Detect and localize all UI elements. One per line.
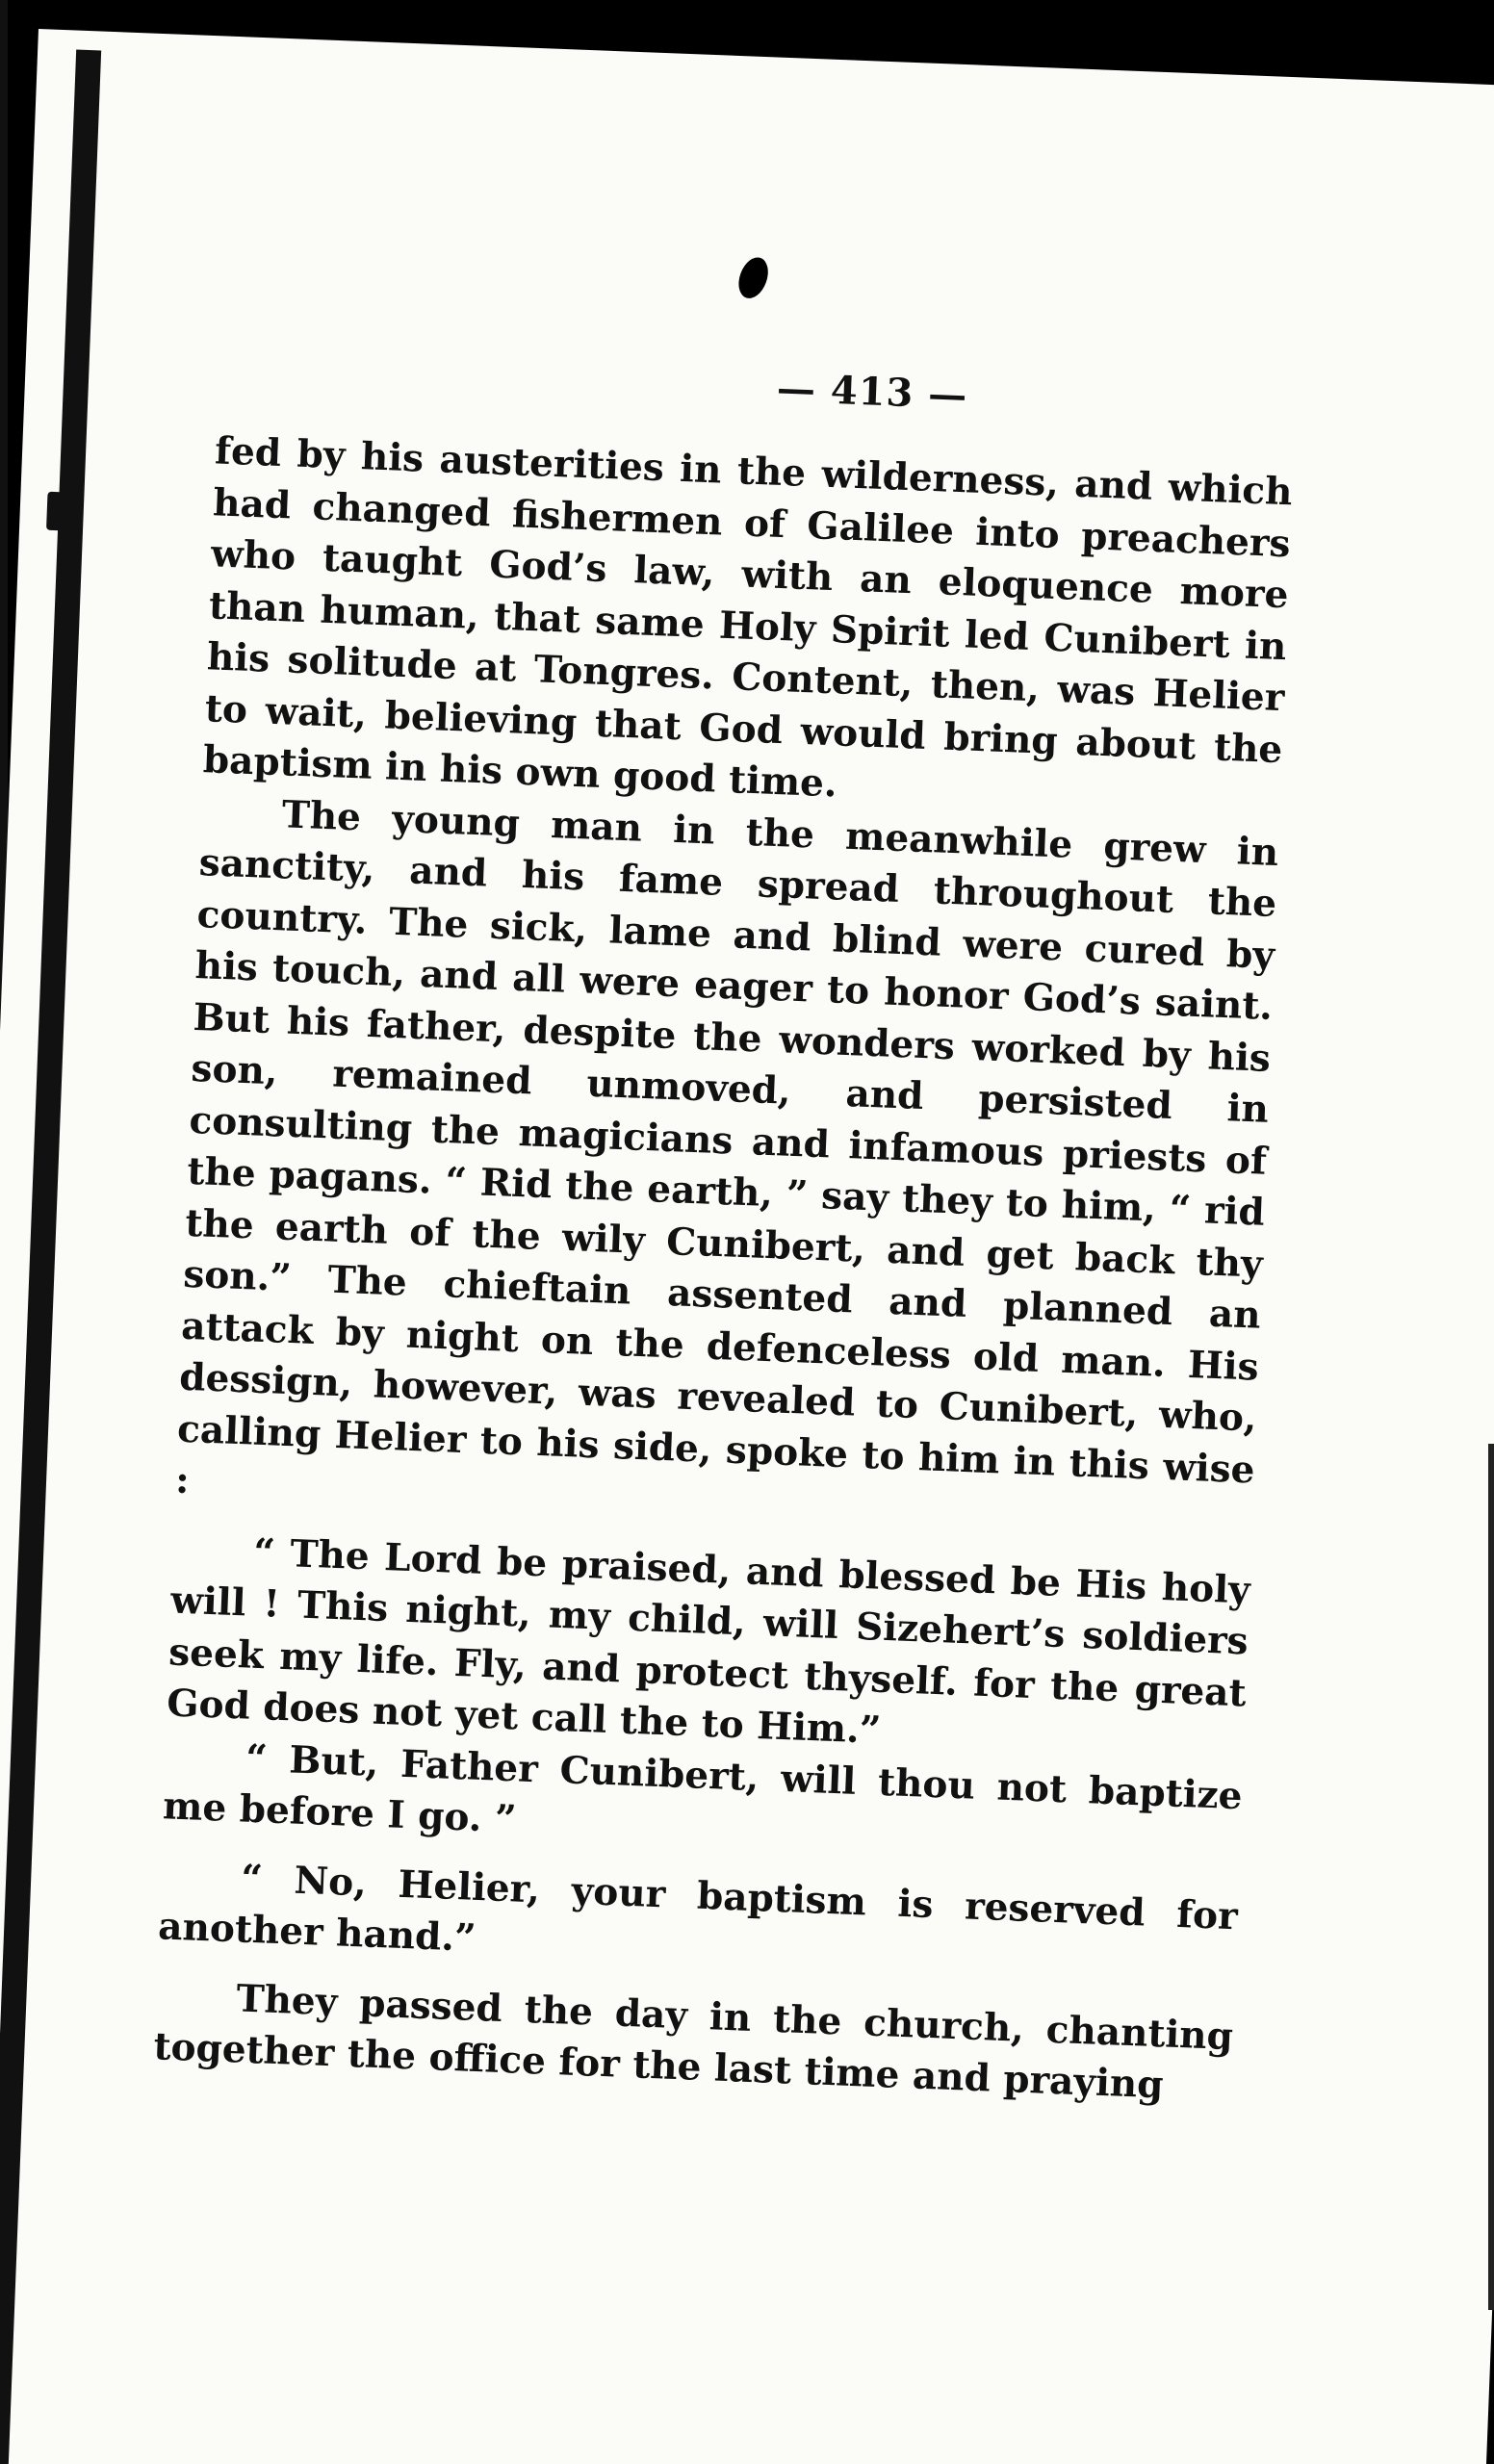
binding-mark bbox=[46, 492, 73, 531]
paragraph-continuation: fed by his austerities in the wilderness, and which had changed fishermen of Galilee into preachers who taught God’s law, with an eloquence more than human, that same Holy Spirit led Cunibert in his solitude at Tongres. Content, then, was Helier to wait, believing that God would bring about the baptism in his own good time. bbox=[202, 428, 1294, 807]
paragraph-helier-question: “ But, Father Cunibert, will thou not baptize me before I go. ” bbox=[162, 1735, 1244, 1842]
paragraph-church: They passed the day in the church, chanting together the office for the last time and praying bbox=[152, 1975, 1234, 2108]
paragraph-cunibert-reply: “ No, Helier, your baptism is reserved for another hand.” bbox=[157, 1856, 1239, 1961]
right-page-edge bbox=[1488, 1444, 1494, 2310]
page-content bbox=[153, 344, 1297, 2114]
book-page bbox=[0, 29, 1494, 2464]
page-binding-edge bbox=[0, 50, 101, 2464]
page-number: — 413 — bbox=[776, 365, 969, 419]
paragraph-cunibert-speech: “ The Lord be praised, and blessed be His holy will ! This night, my child, will Sizehert’s soldiers seek my life. Fly, and protect thyself. for the great God does not yet call the to Him.” bbox=[166, 1529, 1251, 1753]
paragraph-young-man: The young man in the meanwhile grew in sanctity, and his fame spread throughout the country. The sick, lame and blind were cured by his touch, and all were eager to honor God’s saint. But his father, despite the wonders worked by his son, remained unmoved, and persisted in consulting the magicians and infamous priests of the pagans. “ Rid the earth, ” say they to him, “ rid the earth of the wily Cunibert, and get back thy son.” The chieftain assented and planned an attack by night on the defenceless old man. His dessign, however, was revealed to Cunibert, who, calling Helier to his side, spoke to him in this wise : bbox=[174, 791, 1279, 1503]
ink-blot bbox=[734, 253, 773, 302]
